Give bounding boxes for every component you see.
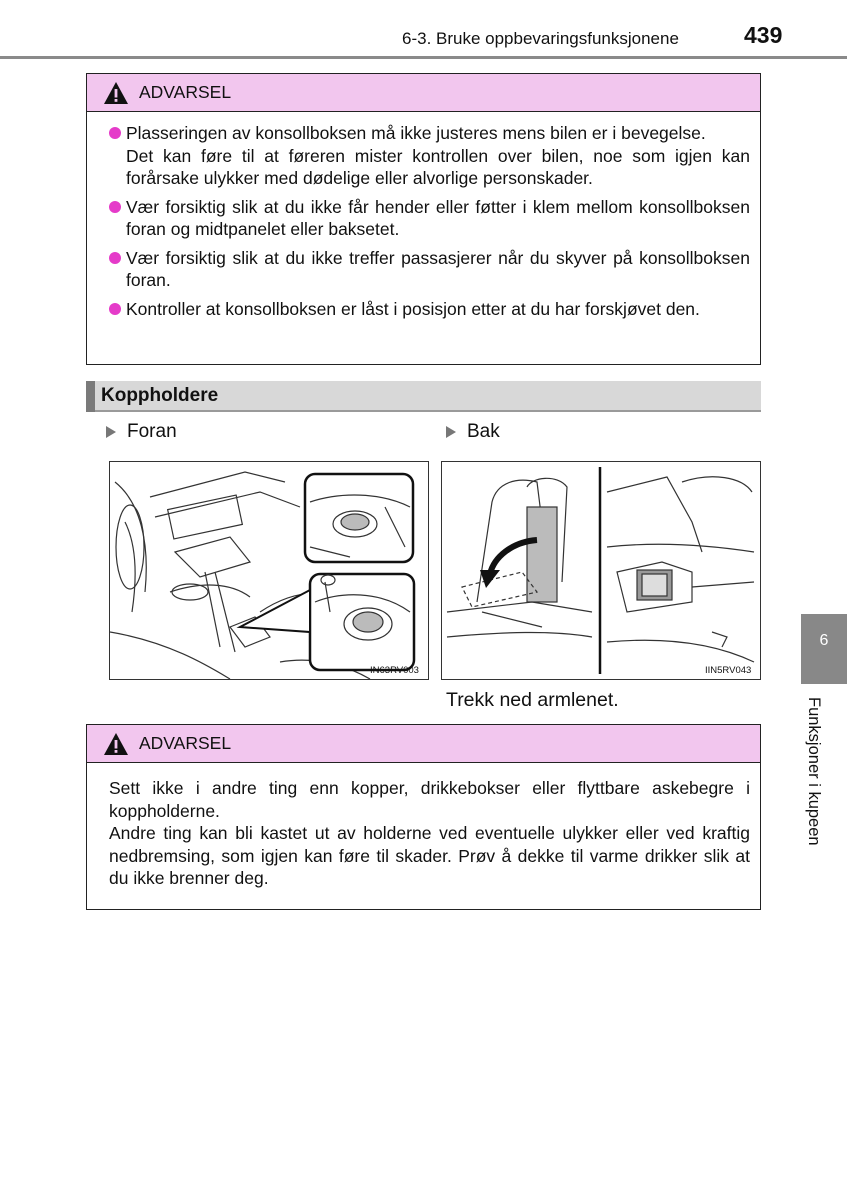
warning-bullet: [109, 298, 750, 321]
warning-paragraph: Sett ikke i andre ting enn kopper, drikkebokser eller flyttbare askebegre i koppholderne.: [109, 778, 750, 821]
rear-label-text: Bak: [467, 421, 500, 442]
warning-label: ADVARSEL: [139, 82, 232, 102]
arrow-right-icon: [446, 426, 456, 438]
chapter-number: 6: [819, 632, 829, 649]
figure-code: IIN5RV043: [705, 665, 752, 676]
warning-header: [87, 725, 760, 763]
warning-triangle-icon: [103, 81, 129, 105]
front-cupholder-drawing: [110, 462, 428, 679]
front-label-text: Foran: [127, 421, 177, 442]
warning-body: [87, 763, 760, 890]
rear-cupholder-illustration: [441, 461, 761, 680]
rear-label: [446, 421, 500, 443]
warning-box-console: [86, 73, 761, 365]
bullet-text: Kontroller at konsollboksen er låst i posisjon etter at du har forskjøvet den.: [126, 298, 700, 319]
section-heading: [86, 381, 761, 412]
chapter-title: Funksjoner i kupeen: [805, 697, 823, 846]
figure-code: IN63RV003: [370, 665, 419, 676]
running-header: 6-3. Bruke oppbevaringsfunksjonene: [402, 29, 679, 48]
warning-bullet: [109, 196, 750, 241]
bullet-text: Vær forsiktig slik at du ikke får hender eller føtter i klem mellom konsollboksen foran og midtpanelet eller baksetet.: [126, 196, 750, 239]
bullet-text: Vær forsiktig slik at du ikke treffer passasjerer når du skyver på konsollboksen foran.: [126, 247, 750, 290]
page-number: 439: [744, 22, 783, 48]
figure-caption: Trekk ned armlenet.: [446, 689, 619, 711]
section-title: Koppholdere: [101, 385, 219, 406]
bullet-dot-icon: [109, 201, 121, 213]
rear-cupholder-drawing: [442, 462, 760, 679]
warning-box-cupholder: [86, 724, 761, 910]
arrow-right-icon: [106, 426, 116, 438]
bullet-dot-icon: [109, 252, 121, 264]
bullet-text: Det kan føre til at føreren mister kontrollen over bilen, noe som igjen kan forårsake ulykker med dødelige eller alvorlige personskader.: [126, 145, 750, 188]
warning-bullet: [109, 122, 750, 190]
section-accent-bar: [86, 381, 95, 412]
warning-paragraph: Andre ting kan bli kastet ut av holderne ved eventuelle ulykker eller ved kraftig nedbremsing, som igjen kan føre til skader. Prøv å dekke til varme drikker slik at du ikke brenner deg.: [109, 823, 750, 888]
warning-body: [87, 112, 760, 320]
warning-header: [87, 74, 760, 112]
bullet-dot-icon: [109, 127, 121, 139]
header-divider: [0, 56, 847, 59]
front-label: [106, 421, 177, 443]
warning-label: ADVARSEL: [139, 733, 232, 753]
bullet-dot-icon: [109, 303, 121, 315]
bullet-text: Plasseringen av konsollboksen må ikke justeres mens bilen er i bevegelse.: [126, 123, 706, 143]
warning-triangle-icon: [103, 732, 129, 756]
chapter-tab: [801, 614, 847, 684]
front-cupholder-illustration: [109, 461, 429, 680]
warning-bullet: [109, 247, 750, 292]
